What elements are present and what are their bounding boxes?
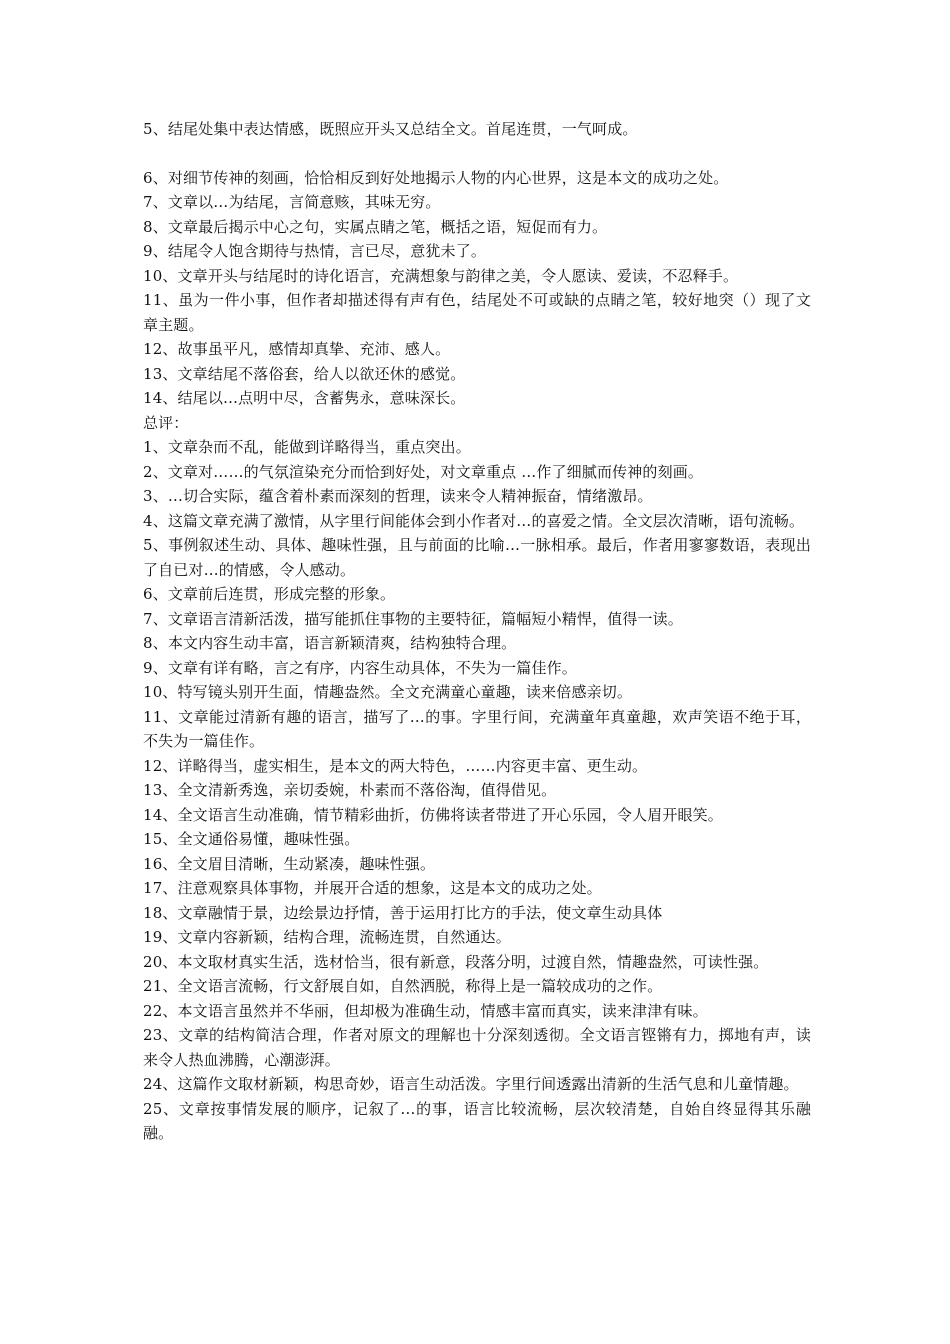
comment-line: 6、文章前后连贯，形成完整的形象。	[143, 585, 396, 603]
comment-line: 19、文章内容新颖，结构合理，流畅连贯，自然通达。	[143, 928, 511, 946]
comment-line: 7、文章以…为结尾，言简意赅，其味无穷。	[143, 193, 441, 211]
comment-line: 1、文章杂而不乱，能做到详略得当，重点突出。	[143, 438, 471, 456]
comment-line: 12、详略得当，虚实相生，是本文的两大特色，……内容更丰富、更生动。	[143, 756, 648, 775]
comment-line: 9、文章有详有略，言之有序，内容生动具体，不失为一篇佳作。	[143, 658, 577, 677]
section-heading: 总评：	[143, 413, 189, 432]
comment-line: 24、这篇作文取材新颖，构思奇妙，语言生动活泼。字里行间透露出清新的生活气息和儿童情趣。	[143, 1075, 799, 1093]
comment-line: 5、结尾处集中表达情感，既照应开头又总结全文。首尾连贯，一气呵成。	[143, 120, 638, 138]
comment-line: 11、文章能过清新有趣的语言，描写了…的事。字里行间，充满童年真童趣，欢声笑语不绝于耳，不失为一篇佳作。	[143, 707, 811, 750]
comment-line: 13、全文清新秀逸，亲切委婉，朴素而不落俗淘，值得借见。	[143, 781, 557, 799]
blank-gap	[143, 142, 811, 166]
document-page	[143, 117, 811, 1146]
comment-line: 6、对细节传神的刻画，恰恰相反到好处地揭示人物的内心世界，这是本文的成功之处。	[143, 168, 729, 187]
comment-line: 20、本文取材真实生活，选材恰当，很有新意，段落分明，过渡自然，情趣盎然，可读性强。	[143, 952, 769, 971]
comment-line: 25、文章按事情发展的顺序，记叙了…的事，语言比较流畅，层次较清楚，自始自终显得其乐融融。	[143, 1099, 811, 1142]
comment-line: 21、全文语言流畅，行文舒展自如，自然洒脱，称得上是一篇较成功的之作。	[143, 977, 663, 995]
comment-line: 10、文章开头与结尾时的诗化语言，充满想象与韵律之美，令人愿读、爱读，不忍释手。	[143, 266, 739, 285]
comment-line: 15、全文通俗易懂，趣味性强。	[143, 830, 360, 848]
comment-line: 23、文章的结构简洁合理，作者对原文的理解也十分深刻透彻。全文语言铿锵有力，掷地有声，读来令人热血沸腾，心潮澎湃。	[143, 1026, 811, 1069]
overall-comments	[143, 435, 811, 1146]
comment-line: 7、文章语言清新活泼，描写能抓住事物的主要特征，篇幅短小精悍，值得一读。	[143, 609, 683, 628]
comment-line: 5、事例叙述生动、具体、趣味性强，且与前面的比喻…一脉相承。最后，作者用寥寥数语，表现出了自已对…的情感，令人感动。	[143, 536, 811, 579]
comment-line: 11、虽为一件小事，但作者却描述得有声有色，结尾处不可或缺的点睛之笔，较好地突（）现了文章主题。	[143, 291, 811, 334]
comment-line: 14、结尾以…点明中尽，含蓄隽永，意味深长。	[143, 389, 466, 407]
comment-line: 16、全文眉目清晰，生动紧凑，趣味性强。	[143, 854, 436, 873]
comment-line: 2、文章对……的气氛渲染充分而恰到好处，对文章重点 …作了细腻而传神的刻画。	[143, 462, 704, 481]
comment-line: 17、注意观察具体事物，并展开合适的想象，这是本文的成功之处。	[143, 879, 602, 897]
ending-comments	[143, 166, 811, 411]
comment-line: 10、特写镜头别开生面，情趣盎然。全文充满童心童趣，读来倍感亲切。	[143, 683, 633, 701]
comment-line: 12、故事虽平凡，感情却真挚、充沛、感人。	[143, 340, 451, 358]
comment-line: 4、这篇文章充满了激情，从字里行间能体会到小作者对…的喜爱之情。全文层次清晰，语句流畅。	[143, 511, 805, 530]
comment-line: 14、全文语言生动准确，情节精彩曲折，仿佛将读者带进了开心乐园，令人眉开眼笑。	[143, 805, 723, 824]
comment-line: 8、本文内容生动丰富，语言新颖清爽，结构独特合理。	[143, 634, 517, 652]
comment-line: 9、结尾令人饱含期待与热情，言已尽，意犹未了。	[143, 242, 486, 260]
comment-line: 3、…切合实际，蕴含着朴素而深刻的哲理，读来令人精神振奋，情绪激昂。	[143, 487, 653, 505]
comment-line: 8、文章最后揭示中心之句，实属点睛之笔，概括之语，短促而有力。	[143, 217, 608, 236]
comment-line: 18、文章融情于景，边绘景边抒情，善于运用打比方的手法，使文章生动具体	[143, 903, 663, 922]
comment-line: 22、本文语言虽然并不华丽，但却极为准确生动，情感丰富而真实，读来津津有味。	[143, 1001, 708, 1020]
comment-line: 13、文章结尾不落俗套，给人以欲还休的感觉。	[143, 364, 466, 383]
